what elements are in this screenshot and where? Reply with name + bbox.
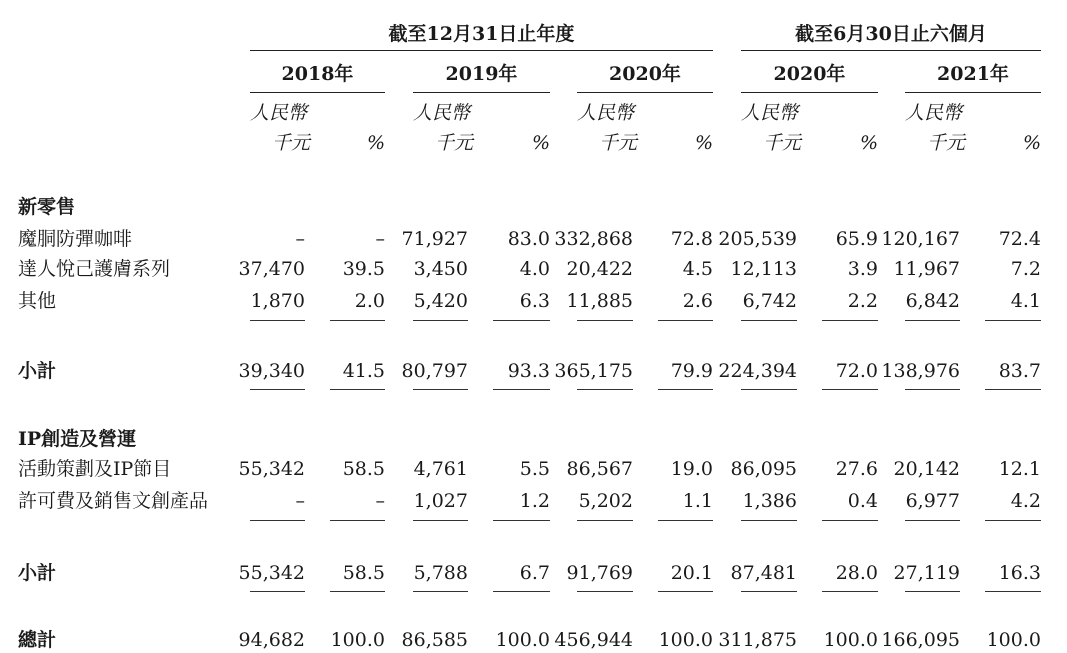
unit-thousand: 千元 (927, 132, 966, 154)
year-header: 2021年 (937, 63, 1009, 85)
data-cell: – (375, 228, 385, 250)
data-cell: 3.9 (847, 258, 878, 280)
year-header: 2020年 (773, 63, 846, 85)
year-header-rule (905, 92, 1041, 93)
unit-currency: 人民幣 (250, 102, 308, 124)
total-cell: 100.0 (986, 629, 1041, 651)
unit-thousand: 千元 (599, 132, 638, 154)
amount-underline (577, 389, 633, 390)
row-label: 其他 (18, 290, 57, 312)
unit-currency: 人民幣 (413, 102, 471, 124)
unit-percent: % (531, 132, 550, 154)
unit-percent: % (694, 132, 713, 154)
total-cell: 456,944 (554, 629, 633, 651)
amount-underline (250, 389, 305, 390)
data-cell: 20,142 (893, 458, 960, 480)
data-cell: 120,167 (881, 228, 960, 250)
unit-currency: 人民幣 (905, 102, 963, 124)
data-cell: 86,095 (730, 458, 797, 480)
percent-underline (330, 389, 385, 390)
percent-underline (493, 389, 550, 390)
percent-underline (985, 591, 1041, 592)
subtotal-cell: 83.7 (998, 360, 1041, 382)
total-cell: 100.0 (330, 629, 385, 651)
percent-underline (658, 591, 713, 592)
total-cell: 100.0 (823, 629, 878, 651)
percent-underline (985, 520, 1041, 521)
data-cell: 65.9 (835, 228, 878, 250)
data-cell: 71,927 (401, 228, 468, 250)
data-cell: – (295, 228, 305, 250)
amount-underline (905, 389, 960, 390)
year-header-rule (577, 92, 713, 93)
unit-percent: % (859, 132, 878, 154)
data-cell: 5.5 (519, 458, 550, 480)
data-cell: 5,420 (413, 290, 468, 312)
total-cell: 166,095 (881, 629, 960, 651)
data-cell: 4.0 (519, 258, 550, 280)
amount-underline (741, 520, 797, 521)
data-cell: 1,027 (413, 490, 468, 512)
data-cell: 4,761 (413, 458, 468, 480)
subtotal-cell: 41.5 (342, 360, 385, 382)
data-cell: – (375, 490, 385, 512)
total-cell: 311,875 (718, 629, 797, 651)
data-cell: 86,567 (566, 458, 633, 480)
row-label: 魔胴防彈咖啡 (18, 228, 133, 250)
subtotal-label: 小計 (18, 360, 57, 382)
subtotal-cell: 365,175 (554, 360, 633, 382)
data-cell: 12,113 (730, 258, 797, 280)
period-header-interim: 截至6月30日止六個月 (795, 23, 987, 45)
data-cell: 58.5 (342, 458, 385, 480)
subtotal-cell: 39,340 (238, 360, 305, 382)
amount-underline (905, 591, 960, 592)
amount-underline (250, 520, 305, 521)
unit-thousand: 千元 (435, 132, 474, 154)
total-cell: 86,585 (401, 629, 468, 651)
unit-currency: 人民幣 (741, 102, 799, 124)
section-title: 新零售 (18, 196, 76, 218)
amount-underline (741, 591, 797, 592)
data-cell: 1.1 (682, 490, 713, 512)
data-cell: 2.0 (354, 290, 385, 312)
subtotal-cell: 16.3 (998, 562, 1041, 584)
data-cell: 1.2 (519, 490, 550, 512)
row-label: 許可費及銷售文創產品 (18, 490, 209, 512)
amount-underline (905, 320, 960, 321)
subtotal-label: 小計 (18, 562, 57, 584)
subtotal-cell: 87,481 (730, 562, 797, 584)
data-cell: 20,422 (566, 258, 633, 280)
data-cell: 83.0 (507, 228, 550, 250)
data-cell: 0.4 (847, 490, 878, 512)
data-cell: 11,967 (893, 258, 960, 280)
period-header-annual-rule (250, 50, 713, 51)
subtotal-cell: 27,119 (893, 562, 960, 584)
total-cell: 100.0 (495, 629, 550, 651)
data-cell: 11,885 (566, 290, 633, 312)
percent-underline (822, 591, 878, 592)
percent-underline (330, 320, 385, 321)
percent-underline (330, 591, 385, 592)
percent-underline (493, 591, 550, 592)
data-cell: 332,868 (554, 228, 633, 250)
data-cell: 19.0 (670, 458, 713, 480)
percent-underline (822, 389, 878, 390)
subtotal-cell: 28.0 (835, 562, 878, 584)
year-header: 2020年 (609, 63, 681, 85)
data-cell: 2.2 (847, 290, 878, 312)
year-header: 2018年 (281, 63, 354, 85)
percent-underline (985, 320, 1041, 321)
subtotal-cell: 138,976 (881, 360, 960, 382)
data-cell: 4.2 (1010, 490, 1041, 512)
data-cell: 12.1 (998, 458, 1041, 480)
amount-underline (413, 591, 468, 592)
amount-underline (741, 320, 797, 321)
amount-underline (413, 320, 468, 321)
section-title: IP創造及營運 (18, 428, 137, 450)
data-cell: 72.4 (998, 228, 1041, 250)
subtotal-cell: 72.0 (835, 360, 878, 382)
data-cell: 205,539 (718, 228, 797, 250)
amount-underline (905, 520, 960, 521)
row-label: 活動策劃及IP節目 (18, 458, 172, 480)
percent-underline (822, 320, 878, 321)
year-header-rule (413, 92, 550, 93)
subtotal-cell: 6.7 (519, 562, 550, 584)
percent-underline (658, 320, 713, 321)
data-cell: 6,977 (905, 490, 960, 512)
amount-underline (577, 320, 633, 321)
subtotal-cell: 224,394 (718, 360, 797, 382)
subtotal-cell: 91,769 (566, 562, 633, 584)
data-cell: 5,202 (578, 490, 633, 512)
total-label: 總計 (18, 629, 57, 651)
unit-thousand: 千元 (763, 132, 802, 154)
year-header-rule (250, 92, 385, 93)
percent-underline (658, 389, 713, 390)
data-cell: 37,470 (238, 258, 305, 280)
data-cell: 1,386 (742, 490, 797, 512)
total-cell: 100.0 (658, 629, 713, 651)
percent-underline (493, 320, 550, 321)
data-cell: – (295, 490, 305, 512)
data-cell: 1,870 (250, 290, 305, 312)
data-cell: 7.2 (1010, 258, 1041, 280)
data-cell: 27.6 (835, 458, 878, 480)
amount-underline (250, 591, 305, 592)
unit-currency: 人民幣 (577, 102, 635, 124)
percent-underline (330, 520, 385, 521)
period-header-annual: 截至12月31日止年度 (388, 23, 575, 45)
subtotal-cell: 79.9 (670, 360, 713, 382)
unit-percent: % (1022, 132, 1041, 154)
subtotal-cell: 55,342 (238, 562, 305, 584)
amount-underline (577, 520, 633, 521)
amount-underline (741, 389, 797, 390)
data-cell: 6.3 (519, 290, 550, 312)
unit-thousand: 千元 (272, 132, 311, 154)
subtotal-cell: 58.5 (342, 562, 385, 584)
data-cell: 6,742 (742, 290, 797, 312)
data-cell: 39.5 (342, 258, 385, 280)
subtotal-cell: 80,797 (401, 360, 468, 382)
percent-underline (822, 520, 878, 521)
data-cell: 6,842 (905, 290, 960, 312)
data-cell: 55,342 (238, 458, 305, 480)
year-header: 2019年 (445, 63, 518, 85)
data-cell: 3,450 (413, 258, 468, 280)
amount-underline (250, 320, 305, 321)
subtotal-cell: 20.1 (670, 562, 713, 584)
percent-underline (493, 520, 550, 521)
row-label: 達人悅己護膚系列 (18, 258, 171, 280)
year-header-rule (741, 92, 878, 93)
data-cell: 2.6 (682, 290, 713, 312)
data-cell: 4.1 (1010, 290, 1041, 312)
data-cell: 72.8 (670, 228, 713, 250)
data-cell: 4.5 (682, 258, 713, 280)
unit-percent: % (366, 132, 385, 154)
amount-underline (413, 520, 468, 521)
amount-underline (577, 591, 633, 592)
subtotal-cell: 93.3 (507, 360, 550, 382)
subtotal-cell: 5,788 (413, 562, 468, 584)
amount-underline (413, 389, 468, 390)
period-header-interim-rule (741, 50, 1041, 51)
percent-underline (985, 389, 1041, 390)
percent-underline (658, 520, 713, 521)
total-cell: 94,682 (238, 629, 305, 651)
